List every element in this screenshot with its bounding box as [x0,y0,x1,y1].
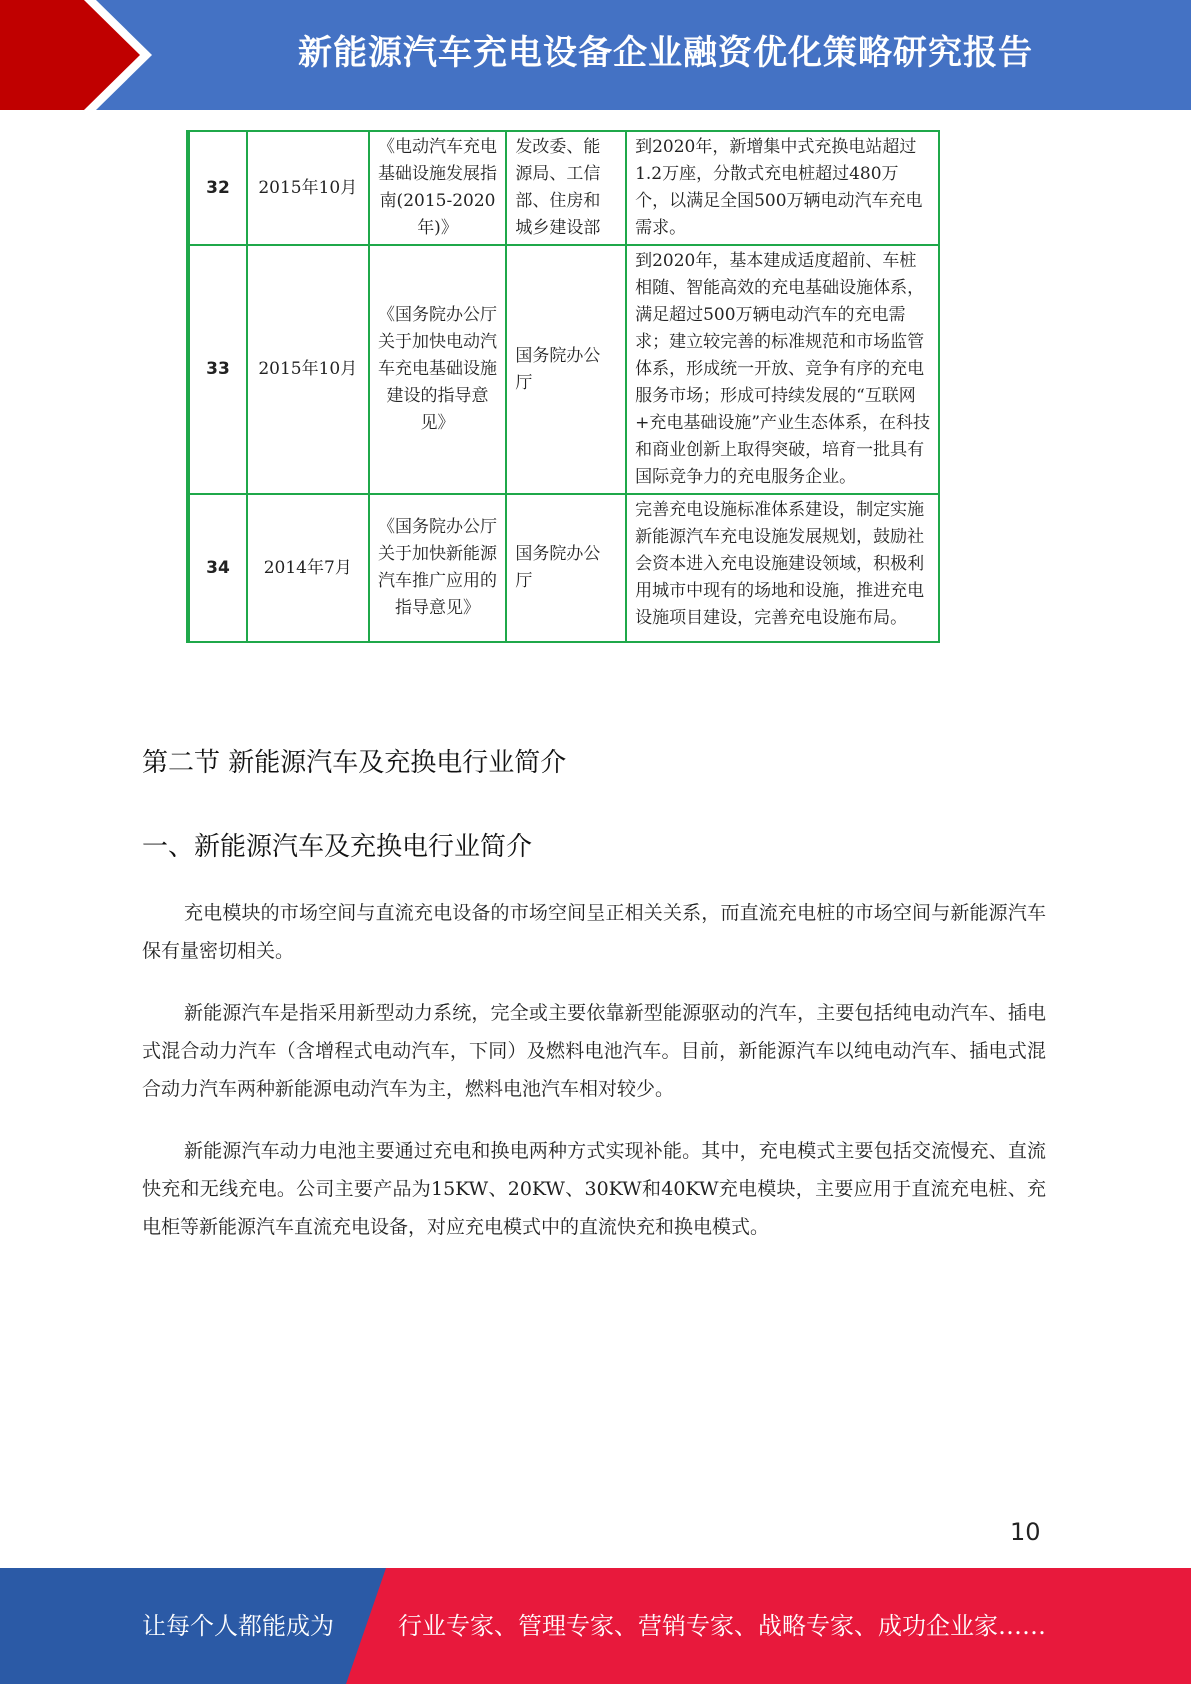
body-paragraph: 充电模块的市场空间与直流充电设备的市场空间呈正相关关系，而直流充电桩的市场空间与新能源汽车保有量密切相关。 [142,902,1046,962]
row-date: 2015年10月 [247,245,369,494]
footer-slogan-right: 行业专家、管理专家、营销专家、战略专家、成功企业家…… [398,1612,1046,1640]
row-number: 34 [189,494,247,642]
row-content: 完善充电设施标准体系建设，制定实施新能源汽车充电设施发展规划，鼓励社会资本进入充电设施建设领域，积极利用城市中现有的场地和设施，推进充电设施项目建设，完善充电设施布局。 [626,494,939,642]
section-heading: 第二节 新能源汽车及充换电行业简介 [142,748,567,778]
row-document: 《国务院办公厅关于加快新能源汽车推广应用的指导意见》 [369,494,507,642]
subsection-heading: 一、新能源汽车及充换电行业简介 [142,832,533,862]
body-paragraph: 新能源汽车动力电池主要通过充电和换电两种方式实现补能。其中，充电模式主要包括交流慢充、直流快充和无线充电。公司主要产品为15KW、20KW、30KW和40KW充电模块，主要应用于直流充电桩、充电柜等新能源汽车直流充电设备，对应充电模式中的直流快充和换电模式。 [142,1140,1046,1238]
row-document: 《国务院办公厅关于加快电动汽车充电基础设施建设的指导意见》 [369,245,507,494]
footer-slogan-left: 让每个人都能成为 [142,1612,334,1640]
page-number: 10 [1010,1518,1041,1546]
row-number: 33 [189,245,247,494]
row-issuer: 国务院办公厅 [506,494,626,642]
row-document: 《电动汽车充电基础设施发展指南(2015-2020年)》 [369,131,507,245]
table-row [189,494,939,642]
row-date: 2014年7月 [247,494,369,642]
row-issuer: 国务院办公厅 [506,245,626,494]
row-number: 32 [189,131,247,245]
policy-table [186,130,938,643]
table-row [189,131,939,245]
row-content: 到2020年，基本建成适度超前、车桩相随、智能高效的充电基础设施体系，满足超过500万辆电动汽车的充电需求；建立较完善的标准规范和市场监管体系，形成统一开放、竞争有序的充电服务市场；形成可持续发展的“互联网+充电基础设施”产业生态体系，在科技和商业创新上取得突破，培育一批具有国际竞争力的充电服务企业。 [626,245,939,494]
page-header [0,0,1191,110]
table-row [189,245,939,494]
row-content: 到2020年，新增集中式充换电站超过1.2万座，分散式充电桩超过480万个，以满足全国500万辆电动汽车充电需求。 [626,131,939,245]
body-paragraph: 新能源汽车是指采用新型动力系统，完全或主要依靠新型能源驱动的汽车，主要包括纯电动汽车、插电式混合动力汽车（含增程式电动汽车，下同）及燃料电池汽车。目前，新能源汽车以纯电动汽车、插电式混合动力汽车两种新能源电动汽车为主，燃料电池汽车相对较少。 [142,1002,1046,1100]
row-issuer: 发改委、能源局、工信部、住房和城乡建设部 [506,131,626,245]
row-date: 2015年10月 [247,131,369,245]
page-footer [0,1568,1191,1684]
header-chevron [0,0,140,110]
report-title: 新能源汽车充电设备企业融资优化策略研究报告 [298,33,1033,73]
